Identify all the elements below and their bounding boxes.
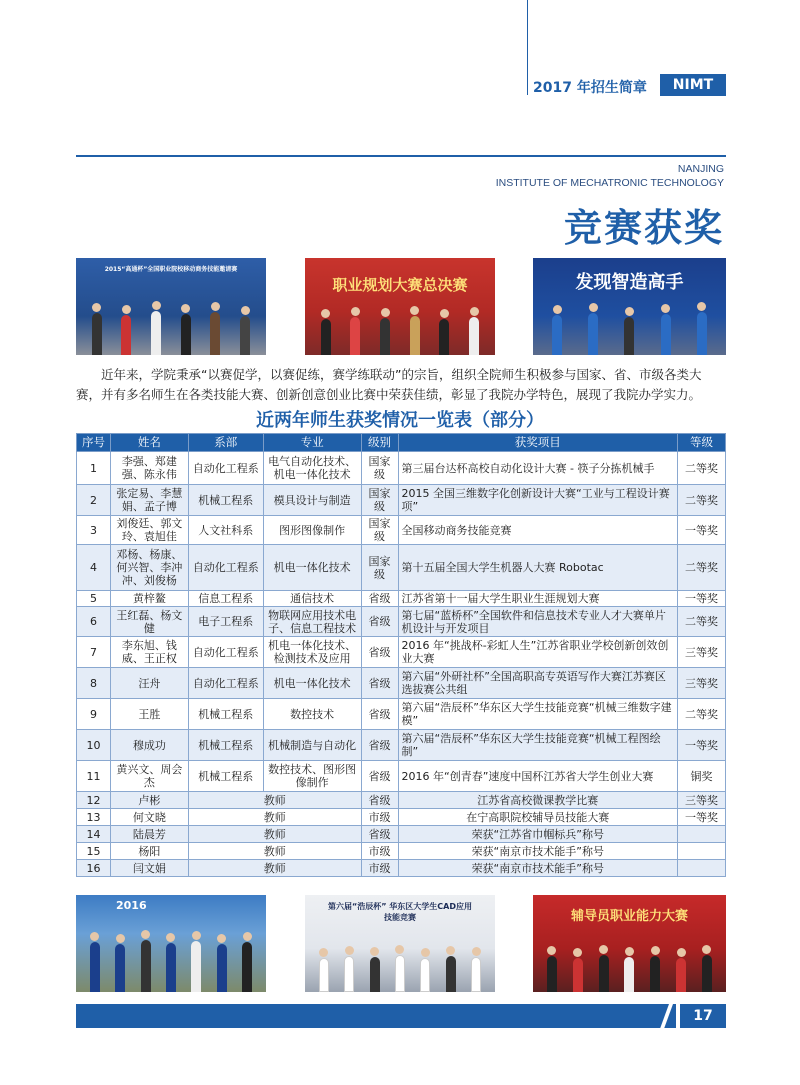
cell-project: 第三届台达杯高校自动化设计大赛 - 筷子分拣机械手 <box>398 452 678 485</box>
cell-project: 江苏省第十一届大学生职业生涯规划大赛 <box>398 591 678 607</box>
cell-major: 数控技术 <box>263 699 361 730</box>
table-row <box>77 761 726 792</box>
cell-no: 12 <box>77 792 111 809</box>
cell-dept: 电子工程系 <box>188 607 263 637</box>
cell-grade: 一等奖 <box>678 730 726 761</box>
cell-level: 省级 <box>361 699 398 730</box>
cell-dept: 机械工程系 <box>188 730 263 761</box>
table-header-row <box>77 434 726 452</box>
cell-project: 荣获“南京市技术能手”称号 <box>398 843 678 860</box>
table-row <box>77 485 726 516</box>
cell-no: 14 <box>77 826 111 843</box>
table-row <box>77 730 726 761</box>
cell-level: 国家级 <box>361 516 398 545</box>
cell-dept: 机械工程系 <box>188 761 263 792</box>
table-row <box>77 452 726 485</box>
table-row <box>77 545 726 591</box>
cell-name: 王胜 <box>110 699 188 730</box>
cell-name: 汪舟 <box>110 668 188 699</box>
table-row <box>77 860 726 877</box>
cell-grade: 三等奖 <box>678 792 726 809</box>
photo-people <box>76 301 266 355</box>
cell-teacher: 教师 <box>188 860 361 877</box>
cell-level: 省级 <box>361 637 398 668</box>
cell-no: 13 <box>77 809 111 826</box>
cell-name: 何文晓 <box>110 809 188 826</box>
table-row <box>77 809 726 826</box>
header-rule <box>76 155 726 157</box>
cell-dept: 自动化工程系 <box>188 637 263 668</box>
cell-level: 省级 <box>361 826 398 843</box>
table-row <box>77 843 726 860</box>
cell-no: 7 <box>77 637 111 668</box>
cell-no: 9 <box>77 699 111 730</box>
institute-name-line1: NANJING <box>677 163 724 175</box>
cell-no: 6 <box>77 607 111 637</box>
cell-teacher: 教师 <box>188 843 361 860</box>
cell-grade: 一等奖 <box>678 516 726 545</box>
cell-no: 11 <box>77 761 111 792</box>
photo-counselor-contest <box>533 895 726 992</box>
cell-name: 李东旭、钱威、王正权 <box>110 637 188 668</box>
cell-no: 8 <box>77 668 111 699</box>
cell-grade: 二等奖 <box>678 699 726 730</box>
photo-team-outdoor <box>76 895 266 992</box>
column-header: 等级 <box>678 434 726 452</box>
cell-no: 10 <box>77 730 111 761</box>
page-number: 17 <box>680 1004 726 1028</box>
photo-banner-text: 发现智造高手 <box>575 272 684 293</box>
cell-dept: 自动化工程系 <box>188 545 263 591</box>
institute-name-line2: INSTITUTE OF MECHATRONIC TECHNOLOGY <box>495 177 724 189</box>
cell-level: 省级 <box>361 761 398 792</box>
cell-name: 黄兴文、周会杰 <box>110 761 188 792</box>
cell-name: 邓杨、杨康、何兴智、李冲冲、刘俊杨 <box>110 545 188 591</box>
column-header: 序号 <box>77 434 111 452</box>
cell-major: 图形图像制作 <box>263 516 361 545</box>
column-header: 姓名 <box>110 434 188 452</box>
cell-teacher: 教师 <box>188 809 361 826</box>
cell-major: 模具设计与制造 <box>263 485 361 516</box>
cell-no: 4 <box>77 545 111 591</box>
table-row <box>77 826 726 843</box>
cell-major: 机电一体化技术 <box>263 668 361 699</box>
cell-level: 国家级 <box>361 485 398 516</box>
cell-no: 16 <box>77 860 111 877</box>
photo-banner-text: 职业规划大赛总决赛 <box>332 276 468 294</box>
footer-bar <box>76 1004 676 1028</box>
table-row <box>77 668 726 699</box>
cell-no: 3 <box>77 516 111 545</box>
photo-mobile-commerce-contest <box>76 258 266 355</box>
cell-grade: 二等奖 <box>678 607 726 637</box>
cell-dept: 机械工程系 <box>188 485 263 516</box>
cell-project: 在宁高职院校辅导员技能大赛 <box>398 809 678 826</box>
cell-dept: 人文社科系 <box>188 516 263 545</box>
column-header: 获奖项目 <box>398 434 678 452</box>
cell-grade: 二等奖 <box>678 452 726 485</box>
cell-level: 市级 <box>361 860 398 877</box>
cell-level: 市级 <box>361 809 398 826</box>
photo-banner-text: 第六届“浩辰杯” 华东区大学生CAD应用技能竞赛 <box>327 902 472 922</box>
column-header: 专业 <box>263 434 361 452</box>
photo-banner-text: 辅导员职业能力大赛 <box>570 909 688 924</box>
cell-major: 机电一体化技术、检测技术及应用 <box>263 637 361 668</box>
cell-level: 省级 <box>361 730 398 761</box>
cell-grade <box>678 843 726 860</box>
cell-name: 王红磊、杨文健 <box>110 607 188 637</box>
cell-grade: 三等奖 <box>678 668 726 699</box>
cell-name: 张定易、李慧娟、孟子博 <box>110 485 188 516</box>
cell-level: 市级 <box>361 843 398 860</box>
cell-no: 5 <box>77 591 111 607</box>
cell-name: 刘俊廷、郭文玲、袁旭佳 <box>110 516 188 545</box>
photo-people <box>76 930 266 992</box>
cell-no: 2 <box>77 485 111 516</box>
cell-name: 穆成功 <box>110 730 188 761</box>
cell-project: 2015 全国三维数字化创新设计大赛“工业与工程设计赛项” <box>398 485 678 516</box>
cell-level: 国家级 <box>361 452 398 485</box>
cell-grade <box>678 860 726 877</box>
cell-grade: 二等奖 <box>678 485 726 516</box>
cell-grade <box>678 826 726 843</box>
cell-name: 卢彬 <box>110 792 188 809</box>
photo-banner-text: 2016 <box>116 899 147 912</box>
cell-name: 陆晨芳 <box>110 826 188 843</box>
cell-name: 杨阳 <box>110 843 188 860</box>
cell-level: 国家级 <box>361 545 398 591</box>
cell-project: 第六届“浩辰杯”华东区大学生技能竞赛“机械三维数字建模” <box>398 699 678 730</box>
table-row <box>77 516 726 545</box>
photo-people <box>305 306 495 355</box>
table-row <box>77 792 726 809</box>
table-row <box>77 637 726 668</box>
cell-name: 李强、郑建强、陈永伟 <box>110 452 188 485</box>
cell-level: 省级 <box>361 668 398 699</box>
cell-level: 省级 <box>361 591 398 607</box>
cell-no: 1 <box>77 452 111 485</box>
photo-people <box>533 945 726 992</box>
cell-dept: 机械工程系 <box>188 699 263 730</box>
cell-project: 江苏省高校微课教学比赛 <box>398 792 678 809</box>
cell-major: 机电一体化技术 <box>263 545 361 591</box>
cell-project: 第六届“浩辰杯”华东区大学生技能竞赛“机械工程图绘制” <box>398 730 678 761</box>
cell-project: 第七届“蓝桥杯”全国软件和信息技术专业人才大赛单片机设计与开发项目 <box>398 607 678 637</box>
table-row <box>77 607 726 637</box>
photo-cad-contest <box>305 895 495 992</box>
cell-project: 第六届“外研社杯”全国高职高专英语写作大赛江苏赛区选拔赛公共组 <box>398 668 678 699</box>
cell-no: 15 <box>77 843 111 860</box>
brochure-title: 2017 年招生简章 <box>533 80 647 96</box>
cell-grade: 铜奖 <box>678 761 726 792</box>
photo-smart-manufacturing <box>533 258 726 355</box>
cell-level: 省级 <box>361 607 398 637</box>
column-header: 系部 <box>188 434 263 452</box>
cell-name: 黄梓鳌 <box>110 591 188 607</box>
column-header: 级别 <box>361 434 398 452</box>
cell-grade: 二等奖 <box>678 545 726 591</box>
cell-level: 省级 <box>361 792 398 809</box>
cell-major: 电气自动化技术、机电一体化技术 <box>263 452 361 485</box>
awards-table <box>76 433 726 877</box>
header-vertical-line <box>527 0 528 95</box>
cell-name: 闫文娟 <box>110 860 188 877</box>
intro-paragraph: 近年来，学院秉承“以赛促学，以赛促练，赛学练联动”的宗旨，组织全院师生积极参与国家、省、市级各类大赛，并有多名师生在各类技能大赛、创新创意创业比赛中荣获佳绩，彰显了我院办学特色，展现了我院办学实力。 <box>76 367 702 402</box>
cell-major: 通信技术 <box>263 591 361 607</box>
photo-banner-text: 2015“高通杯”全国职业院校移动商务技能邀请赛 <box>104 266 238 273</box>
cell-project: 荣获“江苏省巾帼标兵”称号 <box>398 826 678 843</box>
table-title: 近两年师生获奖情况一览表（部分） <box>256 410 544 431</box>
table-row <box>77 699 726 730</box>
cell-teacher: 教师 <box>188 792 361 809</box>
table-row <box>77 591 726 607</box>
cell-project: 全国移动商务技能竞赛 <box>398 516 678 545</box>
cell-project: 第十五届全国大学生机器人大赛 Robotac <box>398 545 678 591</box>
photo-career-planning-final <box>305 258 495 355</box>
photo-people <box>305 945 495 992</box>
cell-project: 2016 年“创青春”速度中国杯江苏省大学生创业大赛 <box>398 761 678 792</box>
cell-teacher: 教师 <box>188 826 361 843</box>
cell-grade: 一等奖 <box>678 809 726 826</box>
page-heading: 竞赛获奖 <box>563 206 724 250</box>
cell-dept: 自动化工程系 <box>188 452 263 485</box>
cell-grade: 三等奖 <box>678 637 726 668</box>
cell-project: 2016 年“挑战杯-彩虹人生”江苏省职业学校创新创效创业大赛 <box>398 637 678 668</box>
photo-people <box>533 302 726 355</box>
cell-dept: 信息工程系 <box>188 591 263 607</box>
cell-project: 荣获“南京市技术能手”称号 <box>398 860 678 877</box>
cell-major: 数控技术、图形图像制作 <box>263 761 361 792</box>
cell-major: 物联网应用技术电子、信息工程技术 <box>263 607 361 637</box>
cell-dept: 自动化工程系 <box>188 668 263 699</box>
cell-major: 机械制造与自动化 <box>263 730 361 761</box>
cell-grade: 一等奖 <box>678 591 726 607</box>
nimt-tag: NIMT <box>660 74 726 96</box>
